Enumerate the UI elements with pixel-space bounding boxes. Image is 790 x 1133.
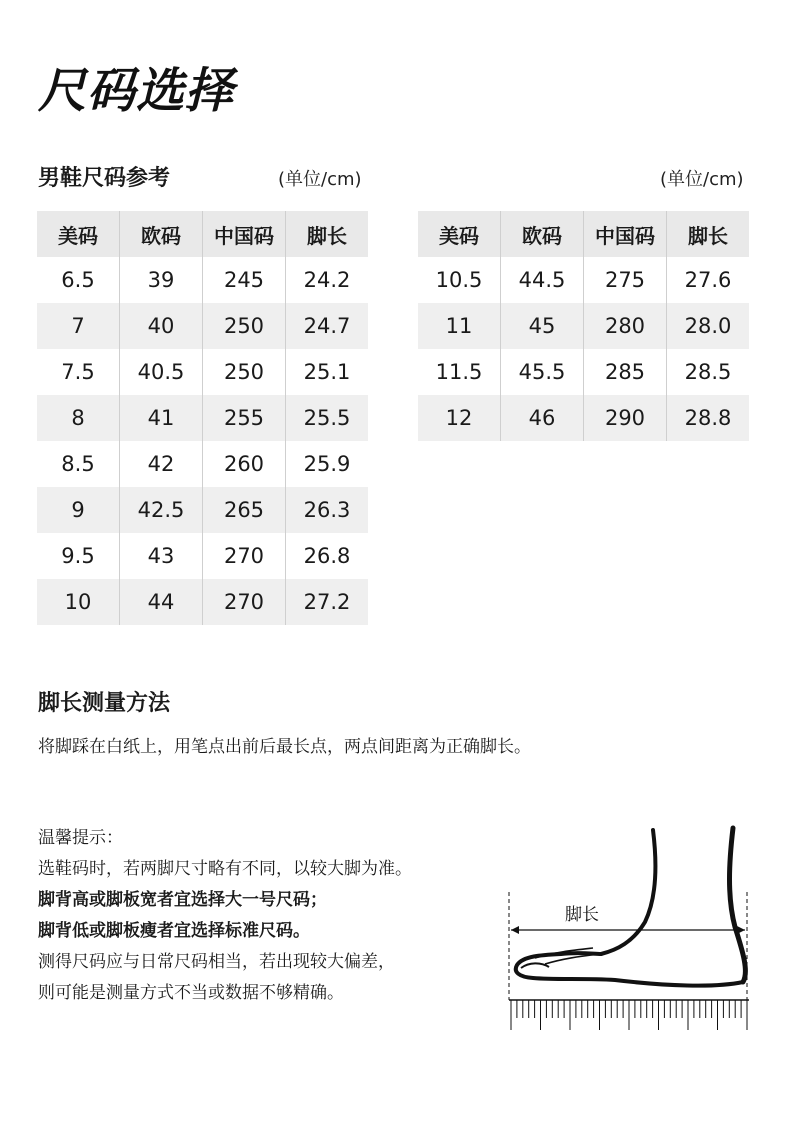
table-cell: 255 <box>203 395 286 441</box>
table-cell: 10 <box>37 579 120 625</box>
table-row <box>418 303 749 349</box>
table-cell: 27.6 <box>667 257 750 303</box>
table-cell: 26.8 <box>286 533 369 579</box>
unit-label-right: (单位/cm) <box>660 169 744 190</box>
table-row <box>37 395 368 441</box>
unit-label-left: (单位/cm) <box>278 169 362 190</box>
table-row <box>37 579 368 625</box>
table-cell: 41 <box>120 395 203 441</box>
tip-line: 选鞋码时，若两脚尺寸略有不同，以较大脚为准。 <box>38 859 412 879</box>
table-row <box>37 257 368 303</box>
column-header: 美码 <box>37 211 120 257</box>
table-cell: 285 <box>584 349 667 395</box>
page-title: 尺码选择 <box>38 63 235 119</box>
table-cell: 24.2 <box>286 257 369 303</box>
table-cell: 290 <box>584 395 667 441</box>
table-cell: 40 <box>120 303 203 349</box>
table-cell: 28.0 <box>667 303 750 349</box>
foot-sole-outline <box>516 953 743 986</box>
arrow-right <box>737 926 745 934</box>
table-cell: 250 <box>203 349 286 395</box>
table-row <box>418 395 749 441</box>
table-cell: 25.9 <box>286 441 369 487</box>
table-cell: 24.7 <box>286 303 369 349</box>
table-cell: 280 <box>584 303 667 349</box>
column-header: 欧码 <box>120 211 203 257</box>
table-cell: 7.5 <box>37 349 120 395</box>
table-cell: 11 <box>418 303 501 349</box>
tip-line: 则可能是测量方式不当或数据不够精确。 <box>38 983 344 1003</box>
table-row <box>37 303 368 349</box>
leg-front-outline <box>601 830 655 954</box>
table-cell: 42.5 <box>120 487 203 533</box>
table-cell: 260 <box>203 441 286 487</box>
table-cell: 28.8 <box>667 395 750 441</box>
table-cell: 9 <box>37 487 120 533</box>
table-cell: 25.5 <box>286 395 369 441</box>
table-cell: 250 <box>203 303 286 349</box>
table-cell: 7 <box>37 303 120 349</box>
table-cell: 42 <box>120 441 203 487</box>
table-row <box>37 487 368 533</box>
table-cell: 45.5 <box>501 349 584 395</box>
tip-line: 测得尺码应与日常尺码相当，若出现较大偏差， <box>38 952 395 972</box>
table-cell: 270 <box>203 579 286 625</box>
table-cell: 26.3 <box>286 487 369 533</box>
foot-ruler-icon <box>505 822 755 1032</box>
column-header: 中国码 <box>203 211 286 257</box>
heel-outline <box>730 828 746 982</box>
table-cell: 11.5 <box>418 349 501 395</box>
tip-line: 脚背低或脚板瘦者宜选择标准尺码。 <box>38 921 310 941</box>
table-cell: 8.5 <box>37 441 120 487</box>
measurement-method-heading: 脚长测量方法 <box>38 691 171 716</box>
table-cell: 27.2 <box>286 579 369 625</box>
column-header: 脚长 <box>286 211 369 257</box>
table-cell: 9.5 <box>37 533 120 579</box>
table-cell: 44 <box>120 579 203 625</box>
table-header-row <box>37 211 368 257</box>
table-row <box>37 349 368 395</box>
table-cell: 45 <box>501 303 584 349</box>
column-header: 美码 <box>418 211 501 257</box>
table-cell: 265 <box>203 487 286 533</box>
table-cell: 43 <box>120 533 203 579</box>
size-table-left <box>37 211 368 625</box>
table-row <box>37 533 368 579</box>
table-header-row <box>418 211 749 257</box>
measurement-method-text: 将脚踩在白纸上，用笔点出前后最长点，两点间距离为正确脚长。 <box>38 737 531 757</box>
tip-line: 脚背高或脚板宽者宜选择大一号尺码； <box>38 890 327 910</box>
table-cell: 270 <box>203 533 286 579</box>
table-cell: 40.5 <box>120 349 203 395</box>
table-cell: 25.1 <box>286 349 369 395</box>
tips-block <box>38 823 412 1009</box>
tips-heading: 温馨提示： <box>38 828 123 848</box>
size-table-right <box>418 211 749 441</box>
column-header: 欧码 <box>501 211 584 257</box>
table-cell: 245 <box>203 257 286 303</box>
table-cell: 28.5 <box>667 349 750 395</box>
table-row <box>418 349 749 395</box>
table-cell: 8 <box>37 395 120 441</box>
table-row <box>37 441 368 487</box>
table-cell: 275 <box>584 257 667 303</box>
foot-length-label: 脚长 <box>565 905 599 925</box>
column-header: 脚长 <box>667 211 750 257</box>
column-header: 中国码 <box>584 211 667 257</box>
table-cell: 46 <box>501 395 584 441</box>
table-cell: 39 <box>120 257 203 303</box>
ruler-ticks <box>511 1000 747 1030</box>
arrow-left <box>511 926 519 934</box>
toe-line <box>521 963 549 968</box>
size-chart-heading: 男鞋尺码参考 <box>38 166 171 191</box>
table-cell: 44.5 <box>501 257 584 303</box>
table-cell: 6.5 <box>37 257 120 303</box>
table-cell: 10.5 <box>418 257 501 303</box>
table-row <box>418 257 749 303</box>
table-cell: 12 <box>418 395 501 441</box>
